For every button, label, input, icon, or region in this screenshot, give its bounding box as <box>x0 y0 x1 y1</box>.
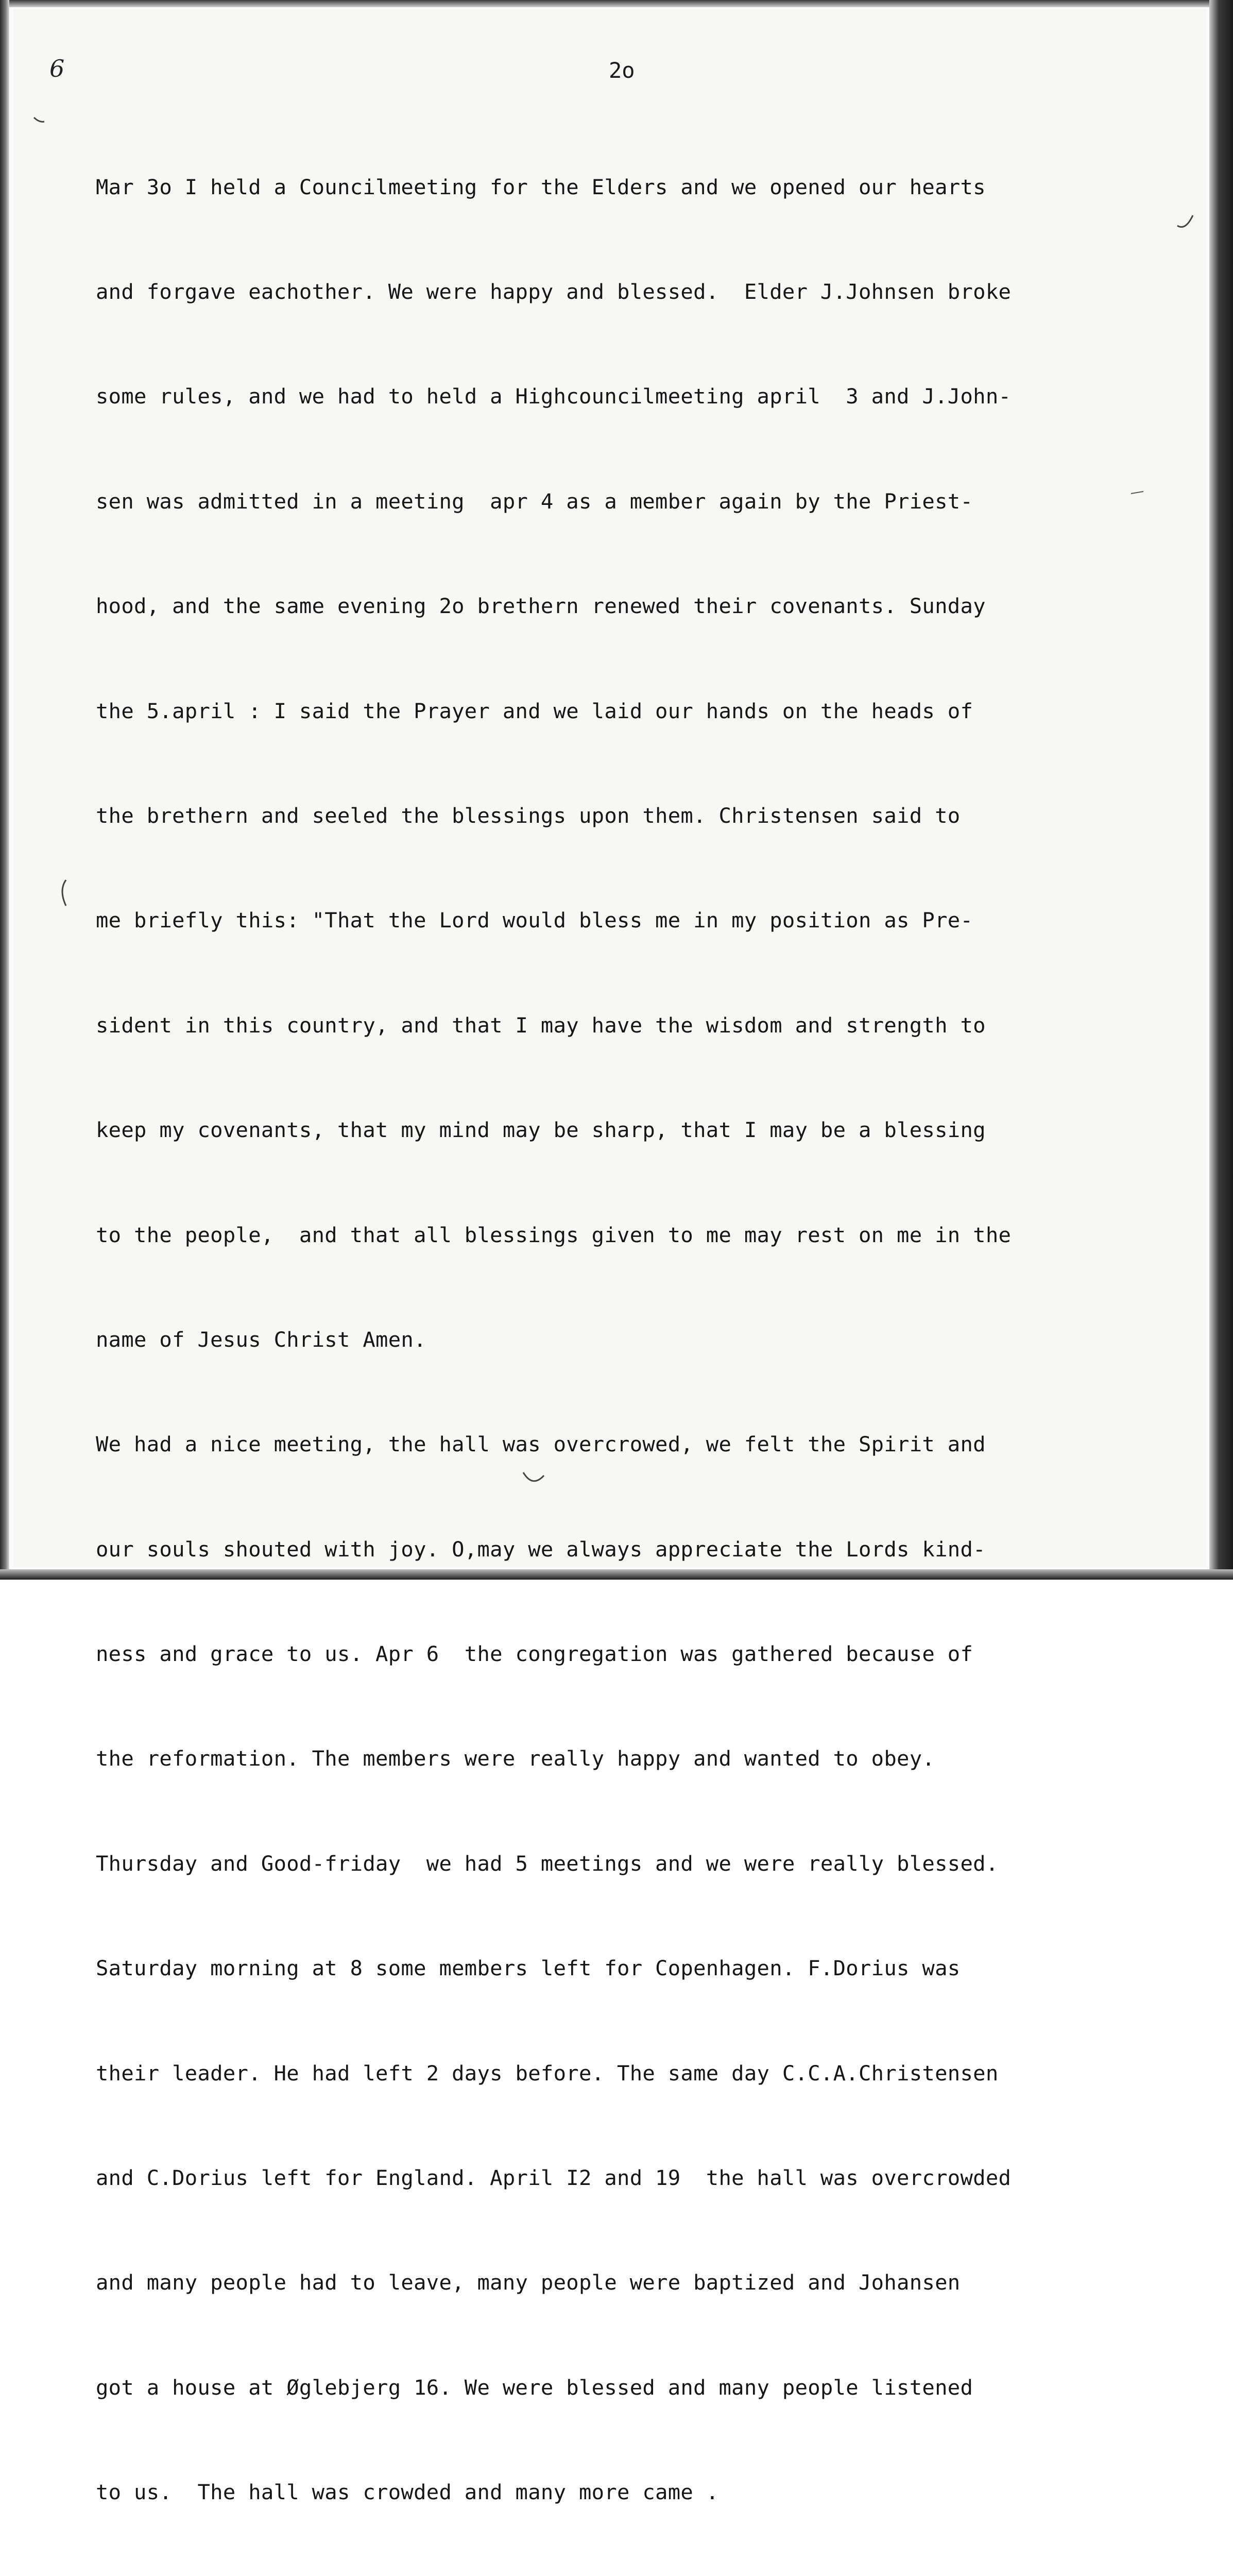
text-line: sident in this country, and that I may have the wisdom and strength to <box>96 1012 986 1038</box>
text-line: their leader. He had left 2 days before. The same day C.C.A.Christensen <box>96 2060 999 2086</box>
text-line: name of Jesus Christ Amen. <box>96 1327 426 1352</box>
text-line: me briefly this: "That the Lord would bless me in my position as Pre- <box>96 908 973 933</box>
scan-right-edge <box>1209 0 1233 1580</box>
scan-bottom-edge <box>0 1569 1233 1580</box>
handwritten-margin-number: 6 <box>49 55 65 82</box>
text-line: to us. The hall was crowded and many more came . <box>96 2480 719 2505</box>
text-line: hood, and the same evening 2o brethern renewed their covenants. Sunday <box>96 594 986 619</box>
text-line: our souls shouted with joy. O,may we always appreciate the Lords kind- <box>96 1536 986 1562</box>
text-line: the brethern and seeled the blessings upon them. Christensen said to <box>96 803 961 828</box>
text-line: Saturday morning at 8 some members left for Copenhagen. F.Dorius was <box>96 1956 961 1981</box>
text-line: the reformation. The members were really happy and wanted to obey. <box>96 1746 935 1771</box>
text-line: Thursday and Good-friday we had 5 meetings and we were really blessed. <box>96 1851 999 1876</box>
text-line: keep my covenants, that my mind may be sharp, that I may be a blessing <box>96 1117 986 1143</box>
scan-left-edge <box>0 0 9 1580</box>
text-line: to the people, and that all blessings given to me may rest on me in the <box>96 1222 1012 1247</box>
text-line: and forgave eachother. We were happy and blessed. Elder J.Johnsen broke <box>96 279 1012 304</box>
document-page <box>13 9 1206 2505</box>
text-line: and many people had to leave, many people were baptized and Johansen <box>96 2270 961 2295</box>
typed-text-body <box>96 100 1167 2576</box>
text-line: We had a nice meeting, the hall was overcrowed, we felt the Spirit and <box>96 1432 986 1457</box>
text-line: and C.Dorius left for England. April I2 and 19 the hall was overcrowded <box>96 2165 1012 2191</box>
scan-top-edge <box>0 0 1233 7</box>
text-line: ness and grace to us. Apr 6 the congregation was gathered because of <box>96 1641 973 1667</box>
text-line: the 5.april : I said the Prayer and we laid our hands on the heads of <box>96 698 973 723</box>
page-number: 2o <box>609 58 635 83</box>
text-line: some rules, and we had to held a Highcouncilmeeting april 3 and J.John- <box>96 384 1012 409</box>
text-line: sen was admitted in a meeting apr 4 as a member again by the Priest- <box>96 488 973 514</box>
text-line: got a house at Øglebjerg 16. We were blessed and many people listened <box>96 2375 973 2400</box>
text-line: Mar 3o I held a Councilmeeting for the Elders and we opened our hearts <box>96 174 986 199</box>
